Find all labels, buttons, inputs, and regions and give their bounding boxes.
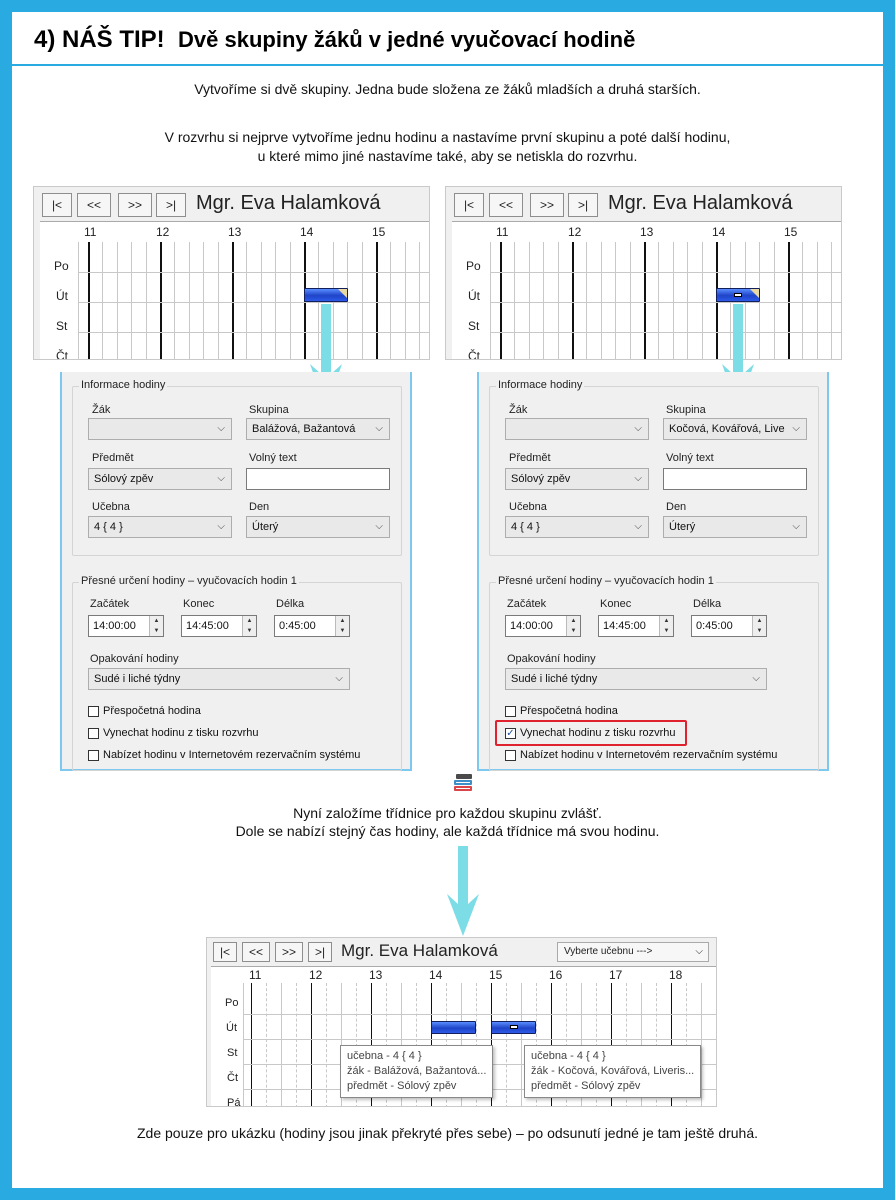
grid-line	[817, 242, 818, 360]
time-legend: Přesné určení hodiny – vyučovacích hodin 1	[498, 575, 714, 587]
grid-line	[146, 242, 147, 360]
grid-row-line	[490, 332, 842, 333]
checkbox-label: Vynechat hodinu z tisku rozvrhu	[520, 727, 676, 739]
grid-line	[261, 242, 262, 360]
ucebna-label: Učebna	[92, 501, 130, 513]
grid-line	[601, 242, 602, 360]
tip-number: 4) NÁŠ TIP!	[34, 26, 165, 53]
info-legend: Informace hodiny	[498, 379, 583, 391]
lesson-block[interactable]	[304, 288, 348, 302]
zacatek-label: Začátek	[507, 598, 547, 610]
grid-line	[572, 242, 574, 360]
nav-prev-button[interactable]: <<	[242, 942, 270, 962]
grid-line	[290, 242, 291, 360]
grid-line	[644, 242, 646, 360]
zak-select[interactable]	[88, 418, 232, 440]
tooltip-line: učebna - 4 { 4 }	[347, 1050, 422, 1062]
intro-text-2b: u které mimo jiné nastavíme také, aby se netiskla do rozvrhu.	[257, 148, 638, 164]
predmet-select[interactable]	[88, 468, 232, 490]
nabizet-checkbox[interactable]	[505, 749, 777, 762]
grid-line	[586, 242, 587, 360]
spin-icon[interactable]: ▲ ▼	[752, 616, 766, 636]
checkbox-label: Přespočetná hodina	[520, 705, 618, 717]
chevron-down-icon: ⌵	[375, 521, 383, 532]
hour-label: 15	[784, 225, 798, 239]
skupina-label: Skupina	[666, 404, 706, 416]
grid-line	[419, 242, 420, 360]
lesson-tooltip	[524, 1045, 701, 1098]
grid-line	[189, 242, 190, 360]
grid-row-line	[490, 272, 842, 273]
grid-row-line	[78, 332, 430, 333]
ucebna-value: 4 { 4 }	[94, 521, 123, 533]
middle-text-1: Nyní založíme třídnice pro každou skupinu zvlášť.	[293, 805, 602, 821]
zacatek-value: 14:00:00	[510, 620, 553, 632]
nabizet-checkbox[interactable]	[88, 749, 360, 762]
tooltip-line: předmět - Sólový zpěv	[531, 1080, 641, 1092]
predmet-select[interactable]	[505, 468, 649, 490]
day-label: Čt	[227, 1072, 238, 1084]
grid-row-line	[490, 302, 842, 303]
day-label: Út	[226, 1022, 237, 1034]
timetable-left	[33, 186, 430, 360]
opakovani-value: Sudé i liché týdny	[511, 673, 598, 685]
grid-line	[232, 242, 234, 360]
den-select[interactable]	[246, 516, 390, 538]
grid-line	[702, 242, 703, 360]
volny-text-input[interactable]	[663, 468, 807, 490]
grid-line	[774, 242, 775, 360]
skupina-value: Balážová, Bažantová	[252, 423, 356, 435]
intro-text-1: Vytvoříme si dvě skupiny. Jedna bude složena ze žáků mladších a druhá starších.	[194, 81, 701, 97]
delka-input[interactable]	[691, 615, 767, 637]
skupina-select[interactable]	[246, 418, 390, 440]
volny-label: Volný text	[249, 452, 297, 464]
opakovani-label: Opakování hodiny	[507, 653, 596, 665]
chevron-down-icon: ⌵	[217, 423, 225, 434]
hour-label: 15	[489, 968, 503, 982]
zak-label: Žák	[509, 404, 528, 416]
grid-line	[529, 242, 530, 360]
spin-icon[interactable]: ▲ ▼	[335, 616, 349, 636]
info-legend: Informace hodiny	[81, 379, 166, 391]
hour-label: 16	[549, 968, 563, 982]
lesson-block[interactable]	[491, 1021, 536, 1034]
intro-text-2a: V rozvrhu si nejprve vytvoříme jednu hodinu a nastavíme první skupinu a poté další hodinu,	[164, 129, 731, 145]
vynechat-checkbox[interactable]	[88, 727, 259, 740]
hour-label: 14	[300, 225, 314, 239]
checkbox-box[interactable]	[505, 706, 516, 717]
day-label: Po	[466, 259, 481, 273]
time-legend: Přesné určení hodiny – vyučovacích hodin 1	[81, 575, 297, 587]
nav-prev-button[interactable]: <<	[489, 193, 523, 217]
grid-line	[160, 242, 162, 360]
day-label: St	[468, 319, 480, 333]
zacatek-input[interactable]	[88, 615, 164, 637]
zacatek-input[interactable]	[505, 615, 581, 637]
day-label: Út	[56, 289, 68, 303]
day-label: Čt	[468, 349, 480, 360]
checkbox-box[interactable]	[88, 728, 99, 739]
ucebna-select[interactable]	[505, 516, 649, 538]
delka-input[interactable]	[274, 615, 350, 637]
grid-row-line	[78, 272, 430, 273]
grid-line	[78, 242, 79, 360]
day-label: Pá	[227, 1097, 241, 1107]
lesson-tooltip	[340, 1045, 493, 1098]
checkbox-box[interactable]: ✓	[506, 728, 515, 739]
skupina-label: Skupina	[249, 404, 289, 416]
checkbox-label: Nabízet hodinu v Internetovém rezervačním systému	[520, 749, 778, 761]
lesson-block[interactable]	[431, 1021, 476, 1034]
zacatek-label: Začátek	[90, 598, 130, 610]
checkbox-label: Vynechat hodinu z tisku rozvrhu	[103, 727, 259, 739]
day-label: St	[56, 319, 68, 333]
grid-line	[246, 242, 247, 360]
zak-label: Žák	[92, 404, 111, 416]
nav-next-button[interactable]: >>	[118, 193, 152, 217]
delka-value: 0:45:00	[696, 620, 733, 632]
nav-prev-button[interactable]: <<	[77, 193, 111, 217]
volny-label: Volný text	[666, 452, 714, 464]
spin-icon[interactable]: ▲ ▼	[149, 616, 163, 636]
hour-label: 13	[640, 225, 654, 239]
checkbox-label: Nabízet hodinu v Internetovém rezervačním systému	[103, 749, 361, 761]
predmet-value: Sólový zpěv	[511, 473, 571, 485]
konec-label: Konec	[183, 598, 215, 610]
grid-line	[203, 242, 204, 360]
hour-label: 13	[369, 968, 383, 982]
zacatek-value: 14:00:00	[93, 620, 136, 632]
page-title	[34, 26, 635, 54]
highlight-box	[495, 720, 687, 746]
den-value: Úterý	[252, 521, 279, 533]
checkbox-label: Přespočetná hodina	[103, 705, 201, 717]
predmet-label: Předmět	[509, 452, 551, 464]
timetable-right	[445, 186, 842, 360]
grid-line	[788, 242, 790, 360]
schedule-grid[interactable]	[452, 221, 842, 360]
tooltip-line: předmět - Sólový zpěv	[347, 1080, 457, 1092]
nav-last-button[interactable]: >|	[156, 193, 186, 217]
grid-line	[390, 242, 391, 360]
hour-label: 14	[429, 968, 443, 982]
day-label: St	[227, 1047, 238, 1059]
grid-line	[673, 242, 674, 360]
room-select[interactable]	[557, 942, 709, 962]
grid-line	[543, 242, 544, 360]
lesson-dialog-right	[477, 372, 829, 771]
grid-line	[658, 242, 659, 360]
konec-input[interactable]	[598, 615, 674, 637]
nav-first-button[interactable]: |<	[42, 193, 72, 217]
den-label: Den	[249, 501, 270, 513]
predmet-label: Předmět	[92, 452, 134, 464]
skupina-value: Kočová, Kovářová, Live	[669, 423, 785, 435]
chevron-down-icon: ⌵	[792, 423, 800, 434]
konec-value: 14:45:00	[603, 620, 646, 632]
zak-select[interactable]	[505, 418, 649, 440]
volny-text-input[interactable]	[246, 468, 390, 490]
hour-label: 11	[249, 968, 262, 982]
chevron-down-icon: ⌵	[792, 521, 800, 532]
spin-icon[interactable]: ▲ ▼	[566, 616, 580, 636]
tooltip-line: žák - Kočová, Kovářová, Liveris...	[531, 1065, 695, 1077]
grid-line	[514, 242, 515, 360]
grid-row-line	[78, 302, 430, 303]
middle-text-2: Dole se nabízí stejný čas hodiny, ale každá třídnice má svou hodinu.	[235, 823, 660, 839]
schedule-grid[interactable]	[40, 221, 430, 360]
grid-row-line	[243, 1039, 717, 1040]
den-label: Den	[666, 501, 687, 513]
books-icon	[451, 772, 475, 794]
grid-line	[131, 242, 132, 360]
lesson-dialog-left	[60, 372, 412, 771]
hour-label: 11	[496, 225, 509, 239]
grid-line	[405, 242, 406, 360]
grid-line	[490, 242, 491, 360]
day-label: Po	[54, 259, 69, 273]
teacher-name: Mgr. Eva Halamková	[341, 941, 498, 960]
prespocetna-checkbox[interactable]	[505, 705, 618, 718]
note-corner-icon	[338, 289, 347, 298]
konec-value: 14:45:00	[186, 620, 229, 632]
title-bar	[12, 12, 883, 66]
den-value: Úterý	[669, 521, 696, 533]
ucebna-value: 4 { 4 }	[511, 521, 540, 533]
grid-line	[831, 242, 832, 360]
grid-row-line	[243, 1014, 717, 1015]
grid-line	[687, 242, 688, 360]
opakovani-select[interactable]	[505, 668, 767, 690]
nav-next-button[interactable]: >>	[530, 193, 564, 217]
skupina-select[interactable]	[663, 418, 807, 440]
konec-label: Konec	[600, 598, 632, 610]
grid-line	[275, 242, 276, 360]
grid-line	[802, 242, 803, 360]
day-label: Čt	[56, 349, 68, 360]
day-label: Út	[468, 289, 480, 303]
konec-input[interactable]	[181, 615, 257, 637]
teacher-name: Mgr. Eva Halamková	[196, 192, 381, 214]
room-select-value: Vyberte učebnu --->	[564, 946, 653, 957]
timetable-bottom	[206, 937, 717, 1107]
note-corner-icon	[750, 289, 759, 298]
spin-icon[interactable]: ▲ ▼	[242, 616, 256, 636]
predmet-value: Sólový zpěv	[94, 473, 154, 485]
hour-label: 14	[712, 225, 726, 239]
grid-line	[362, 242, 363, 360]
grid-line	[117, 242, 118, 360]
checkbox-box[interactable]	[88, 750, 99, 761]
spin-icon[interactable]: ▲ ▼	[659, 616, 673, 636]
chevron-down-icon: ⌵	[634, 423, 642, 434]
delka-value: 0:45:00	[279, 620, 316, 632]
grid-line	[174, 242, 175, 360]
day-label: Po	[225, 997, 239, 1009]
den-select[interactable]	[663, 516, 807, 538]
grid-line	[630, 242, 631, 360]
tooltip-line: žák - Balážová, Bažantová...	[347, 1065, 487, 1077]
grid-line	[500, 242, 502, 360]
hour-label: 15	[372, 225, 386, 239]
chevron-down-icon: ⌵	[375, 423, 383, 434]
opakovani-select[interactable]	[88, 668, 350, 690]
chevron-down-icon: ⌵	[695, 946, 703, 957]
nav-first-button[interactable]: |<	[454, 193, 484, 217]
hour-label: 12	[309, 968, 323, 982]
hour-label: 11	[84, 225, 97, 239]
checkbox-box[interactable]	[505, 750, 516, 761]
grid-line	[102, 242, 103, 360]
hour-label: 12	[156, 225, 170, 239]
hour-label: 17	[609, 968, 623, 982]
grid-line	[218, 242, 219, 360]
grid-line	[88, 242, 90, 360]
delka-label: Délka	[276, 598, 305, 610]
teacher-name: Mgr. Eva Halamková	[608, 192, 793, 214]
footer-text: Zde pouze pro ukázku (hodiny jsou jinak překryté přes sebe) – po odsunutí jedné je tam ještě druhá.	[136, 1125, 759, 1141]
chevron-down-icon: ⌵	[634, 473, 642, 484]
chevron-down-icon: ⌵	[217, 521, 225, 532]
nav-next-button[interactable]: >>	[275, 942, 303, 962]
chevron-down-icon: ⌵	[634, 521, 642, 532]
no-print-mark-icon	[734, 293, 742, 297]
opakovani-value: Sudé i liché týdny	[94, 673, 181, 685]
chevron-down-icon: ⌵	[335, 673, 343, 684]
no-print-mark-icon	[510, 1025, 518, 1029]
chevron-down-icon: ⌵	[752, 673, 760, 684]
delka-label: Délka	[693, 598, 722, 610]
hour-label: 18	[669, 968, 683, 982]
nav-first-button[interactable]: |<	[213, 942, 237, 962]
checkbox-box[interactable]	[88, 706, 99, 717]
nav-last-button[interactable]: >|	[308, 942, 332, 962]
ucebna-label: Učebna	[509, 501, 547, 513]
prespocetna-checkbox[interactable]	[88, 705, 201, 718]
grid-line	[376, 242, 378, 360]
tooltip-line: učebna - 4 { 4 }	[531, 1050, 606, 1062]
lesson-block[interactable]	[716, 288, 760, 302]
opakovani-label: Opakování hodiny	[90, 653, 179, 665]
hour-label: 13	[228, 225, 242, 239]
chevron-down-icon: ⌵	[217, 473, 225, 484]
grid-line	[558, 242, 559, 360]
nav-last-button[interactable]: >|	[568, 193, 598, 217]
grid-line	[615, 242, 616, 360]
ucebna-select[interactable]	[88, 516, 232, 538]
hour-label: 12	[568, 225, 582, 239]
tip-subtitle: Dvě skupiny žáků v jedné vyučovací hodině	[178, 27, 636, 52]
arrow-down-icon	[445, 846, 481, 938]
